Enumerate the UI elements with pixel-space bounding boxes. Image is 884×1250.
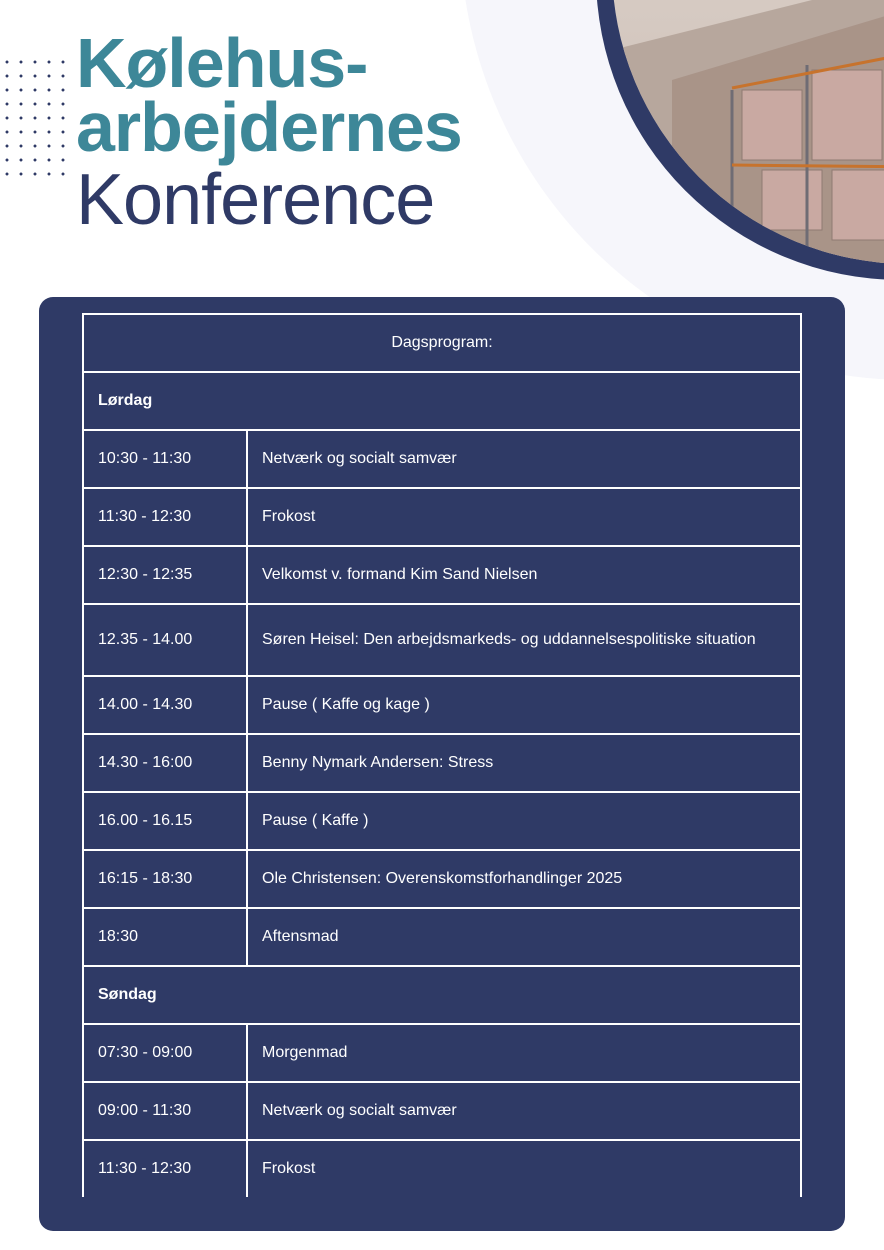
activity-cell: Aftensmad bbox=[247, 908, 801, 966]
activity-cell: Netværk og socialt samvær bbox=[247, 430, 801, 488]
program-heading: Dagsprogram: bbox=[83, 314, 801, 372]
warehouse-shelves-illustration bbox=[612, 0, 884, 264]
title-line-3: Konference bbox=[76, 160, 435, 240]
warehouse-photo-frame bbox=[596, 0, 884, 280]
activity-cell: Benny Nymark Andersen: Stress bbox=[247, 734, 801, 792]
table-row bbox=[83, 1082, 801, 1140]
time-cell: 16.00 - 16.15 bbox=[83, 792, 247, 850]
time-cell: 07:30 - 09:00 bbox=[83, 1024, 247, 1082]
program-header-row bbox=[83, 314, 801, 372]
table-row bbox=[83, 676, 801, 734]
table-row bbox=[83, 430, 801, 488]
activity-cell: Frokost bbox=[247, 488, 801, 546]
activity-cell: Ole Christensen: Overenskomstforhandlinger 2025 bbox=[247, 850, 801, 908]
table-row bbox=[83, 546, 801, 604]
day-row-saturday bbox=[83, 372, 801, 430]
time-cell: 09:00 - 11:30 bbox=[83, 1082, 247, 1140]
activity-cell: Pause ( Kaffe og kage ) bbox=[247, 676, 801, 734]
program-panel bbox=[39, 297, 845, 1231]
time-cell: 12.35 - 14.00 bbox=[83, 604, 247, 676]
table-row bbox=[83, 1140, 801, 1197]
time-cell: 11:30 - 12:30 bbox=[83, 1140, 247, 1197]
activity-cell: Frokost bbox=[247, 1140, 801, 1197]
conference-title bbox=[76, 24, 462, 240]
table-row bbox=[83, 850, 801, 908]
day-label: Søndag bbox=[83, 966, 801, 1024]
activity-cell: Pause ( Kaffe ) bbox=[247, 792, 801, 850]
activity-cell: Velkomst v. formand Kim Sand Nielsen bbox=[247, 546, 801, 604]
time-cell: 10:30 - 11:30 bbox=[83, 430, 247, 488]
title-line-1: Kølehus- bbox=[76, 24, 368, 102]
table-row bbox=[83, 1024, 801, 1082]
time-cell: 12:30 - 12:35 bbox=[83, 546, 247, 604]
time-cell: 11:30 - 12:30 bbox=[83, 488, 247, 546]
day-row-sunday bbox=[83, 966, 801, 1024]
time-cell: 18:30 bbox=[83, 908, 247, 966]
title-line-2: arbejdernes bbox=[76, 88, 462, 166]
table-row bbox=[83, 908, 801, 966]
program-table bbox=[82, 313, 802, 1197]
activity-cell: Netværk og socialt samvær bbox=[247, 1082, 801, 1140]
time-cell: 16:15 - 18:30 bbox=[83, 850, 247, 908]
day-label: Lørdag bbox=[83, 372, 801, 430]
table-row bbox=[83, 488, 801, 546]
dot-pattern bbox=[0, 55, 72, 185]
table-row bbox=[83, 734, 801, 792]
time-cell: 14.30 - 16:00 bbox=[83, 734, 247, 792]
activity-cell: Søren Heisel: Den arbejdsmarkeds- og uddannelsespolitiske situation bbox=[247, 604, 801, 676]
activity-cell: Morgenmad bbox=[247, 1024, 801, 1082]
time-cell: 14.00 - 14.30 bbox=[83, 676, 247, 734]
table-row bbox=[83, 792, 801, 850]
cold-storage-photo bbox=[612, 0, 884, 264]
table-row bbox=[83, 604, 801, 676]
